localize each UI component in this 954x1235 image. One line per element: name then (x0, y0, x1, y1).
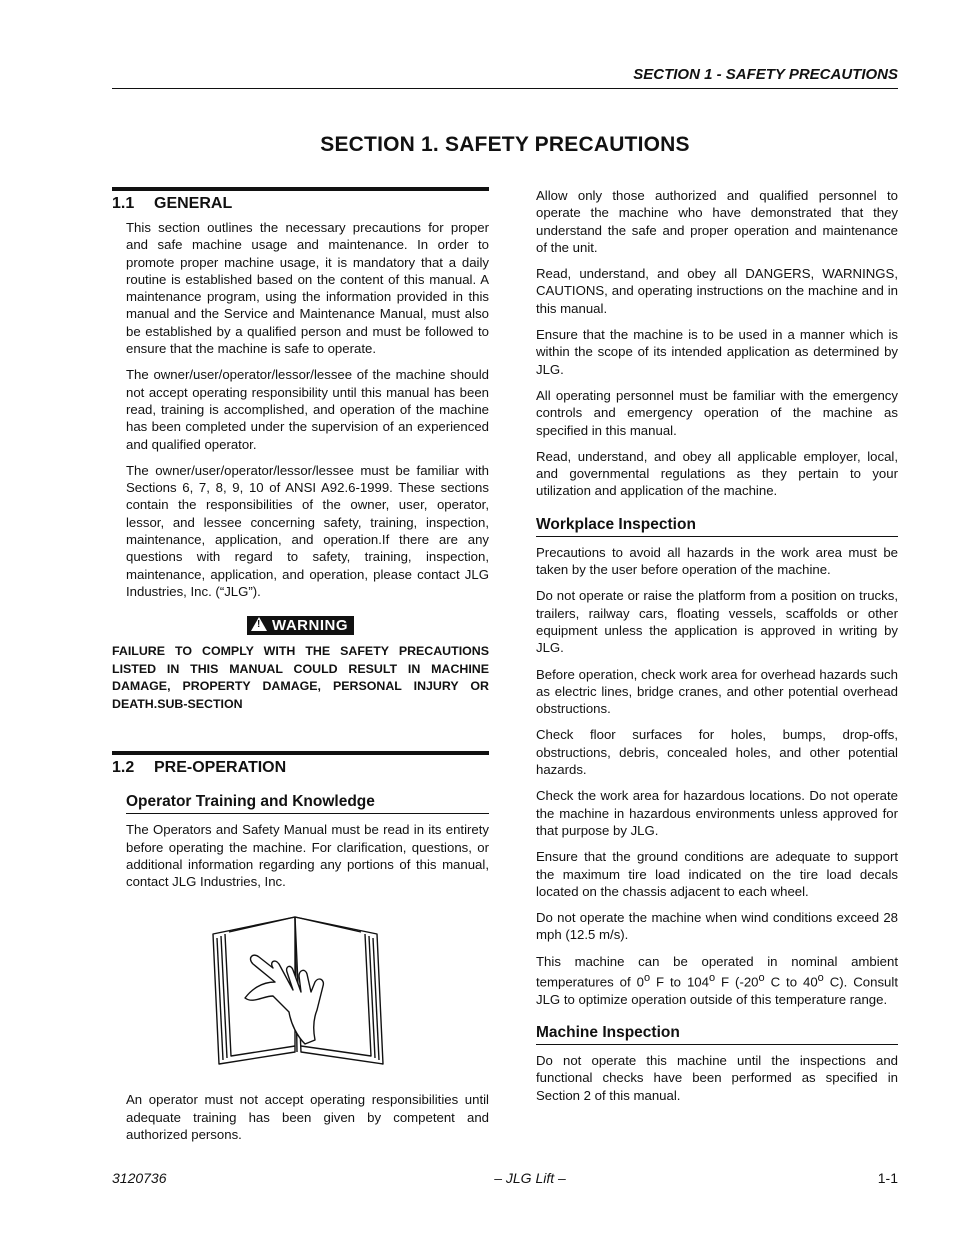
workplace-paragraph-3: Before operation, check work area for overhead hazards such as electric lines, bridge cranes, and other potential overhead obstructions. (536, 666, 898, 717)
section-title: GENERAL (154, 195, 233, 212)
section-heading-pre-operation (112, 751, 489, 777)
machine-inspection-paragraph: Do not operate this machine until the inspections and functional checks have been performed as specified in Section 2 of this manual. (536, 1052, 898, 1103)
left-column (112, 187, 489, 1152)
open-book-hand-icon (201, 912, 401, 1072)
manual-reading-illustration (112, 912, 489, 1077)
degree-symbol: o (643, 971, 651, 984)
pre-operation-paragraph-4: All operating personnel must be familiar with the emergency controls and emergency operation of the machine as specified in this manual. (536, 387, 898, 438)
workplace-paragraph-7: Do not operate the machine when wind conditions exceed 28 mph (12.5 m/s). (536, 910, 898, 943)
subheading-machine-inspection: Machine Inspection (536, 1024, 898, 1045)
temperature-paragraph (536, 953, 898, 1008)
warning-triangle-icon: ! (251, 617, 267, 631)
temp-text-1: This machine can be operated in nominal ambient temperatures of 0 (536, 953, 898, 990)
pre-operation-paragraph-5: Read, understand, and obey all applicable employer, local, and governmental regulations as they pertain to your utilization and application of the machine. (536, 448, 898, 499)
warning-badge (247, 616, 354, 635)
degree-symbol: o (758, 971, 765, 984)
subheading-operator-training: Operator Training and Knowledge (126, 793, 489, 814)
temp-text-4: C to 40 (764, 974, 818, 990)
warning-label: WARNING (272, 617, 348, 635)
header-rule (112, 88, 898, 89)
section-heading-general (112, 187, 489, 213)
page-title: SECTION 1. SAFETY PRECAUTIONS (320, 133, 690, 156)
pre-operation-paragraph-2: Read, understand, and obey all DANGERS, WARNINGS, CAUTIONS, and operating instructions on the machine and in this manual. (536, 266, 898, 316)
general-paragraph-2: The owner/user/operator/lessor/lessee of the machine should not accept operating responsibility until this manual has been read, training is accomplished, and operation of the machine has been completed under the supervision of an experienced and qualified operator. (126, 367, 489, 452)
right-column (521, 187, 898, 1113)
subheading-workplace-inspection: Workplace Inspection (536, 516, 898, 537)
general-paragraph-1: This section outlines the necessary precautions for proper and safe machine usage and maintenance. In order to promote proper machine usage, it is mandatory that a daily routine is established based on the content of this manual. A maintenance program, using the information provided in this manual and the Service and Maintenance Manual, must also be established by a qualified person and must be followed to ensure that the machine is safe to operate. (126, 220, 489, 357)
section-title: PRE-OPERATION (154, 759, 287, 777)
workplace-paragraph-1: Precautions to avoid all hazards in the work area must be taken by the user before operation of the machine. (536, 544, 898, 578)
warning-text: FAILURE TO COMPLY WITH THE SAFETY PRECAUTIONS LISTED IN THIS MANUAL COULD RESULT IN MACHINE DAMAGE, PROPERTY DAMAGE, PERSONAL INJURY OR DEATH.SUB-SECTION (112, 644, 489, 711)
footer-center-title: – JLG Lift – (494, 1170, 566, 1186)
temp-text-3: F (-20 (715, 974, 759, 990)
workplace-paragraph-2: Do not operate or raise the platform from a position on trucks, trailers, railway cars, floating vessels, scaffolds or other equipment unless the application is approved in writing by JLG. (536, 588, 898, 656)
warning-banner (112, 616, 489, 635)
footer-page-number: 1-1 (877, 1170, 898, 1186)
running-header: SECTION 1 - SAFETY PRECAUTIONS (633, 66, 898, 83)
footer-doc-number: 3120736 (112, 1170, 167, 1186)
temp-text-2: F to 104 (650, 974, 709, 990)
pre-operation-paragraph-1: Allow only those authorized and qualified personnel to operate the machine who have demonstrated that they understand the safe and proper operation and maintenance of the unit. (536, 188, 898, 255)
operator-training-paragraph-2: An operator must not accept operating responsibilities until adequate training has been given by competent and authorized persons. (126, 1092, 489, 1143)
operator-training-paragraph-1: The Operators and Safety Manual must be read in its entirety before operating the machine. For clarification, questions, or additional information regarding any portions of this manual, contact JLG Industries, Inc. (126, 822, 489, 890)
general-paragraph-3: The owner/user/operator/lessor/lessee must be familiar with Sections 6, 7, 8, 9, 10 of ANSI A92.6-1999. These sections contain the responsibilities of the owner, user, operator, lessor, and lessee concerning safety, training, inspection, maintenance, application, and operation.If there are any questions with regard to safety, training, inspection, maintenance, application, and operation, please contact JLG Industries, Inc. (“JLG”). (126, 462, 489, 599)
workplace-paragraph-6: Ensure that the ground conditions are adequate to support the maximum tire load indicated on the tire load decals located on the chassis adjacent to each wheel. (536, 849, 898, 899)
degree-symbol: o (708, 971, 716, 984)
section-number: 1.2 (112, 759, 135, 777)
degree-symbol: o (817, 971, 824, 984)
workplace-paragraph-4: Check floor surfaces for holes, bumps, drop-offs, obstructions, debris, concealed holes, and other potential hazards. (536, 727, 898, 778)
pre-operation-paragraph-3: Ensure that the machine is to be used in a manner which is within the scope of its intended application as determined by JLG. (536, 327, 898, 377)
temp-text-5: C). Consult JLG to optimize operation outside of this temperature range. (536, 974, 898, 1007)
workplace-paragraph-5: Check the work area for hazardous locations. Do not operate the machine in hazardous environments unless approved for that purpose by JLG. (536, 788, 898, 838)
section-number: 1.1 (112, 195, 135, 212)
